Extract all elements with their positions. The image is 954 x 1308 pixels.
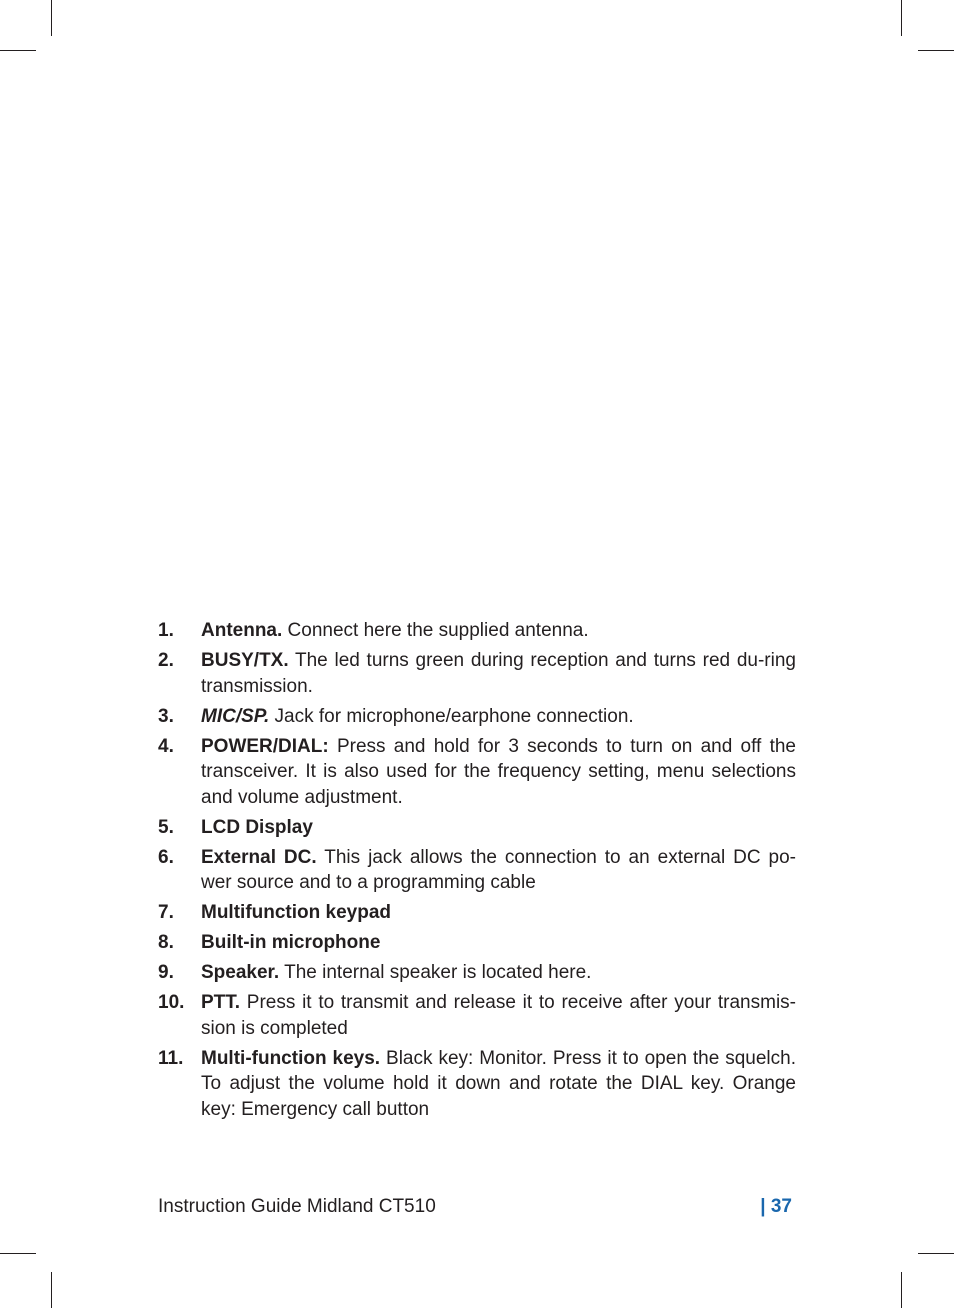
item-number: 5. [158, 816, 174, 838]
item-text: The led turns green during reception and turns red du-ring transmission. [201, 650, 796, 697]
item-lead: Speaker. [201, 962, 280, 983]
crop-mark-bottom-left-vertical [51, 1272, 52, 1308]
item-number: 3. [158, 705, 174, 727]
list-item [158, 1046, 796, 1123]
crop-mark-top-right-horizontal [918, 50, 954, 51]
item-lead: Built-in microphone [201, 932, 381, 953]
crop-mark-top-right-vertical [901, 0, 902, 36]
item-text: Jack for microphone/earphone connection. [269, 705, 634, 727]
list-item [158, 734, 796, 811]
list-item [158, 845, 796, 896]
item-text: Press and hold for 3 seconds to turn on and off the transceiver. It is also used for the frequency setting, menu selections and volume adjustment. [201, 735, 796, 808]
item-number: 9. [158, 962, 174, 983]
crop-mark-top-left-horizontal [0, 50, 36, 51]
list-item [158, 960, 796, 986]
item-lead: POWER/DIAL: [201, 735, 329, 757]
item-text: Connect here the supplied antenna. [282, 620, 589, 641]
footer-title: Instruction Guide Midland CT510 [158, 1196, 436, 1217]
item-lead: BUSY/TX. [201, 650, 289, 671]
crop-mark-bottom-left-horizontal [0, 1253, 36, 1254]
item-number: 4. [158, 735, 174, 757]
page-number: | 37 [760, 1196, 792, 1217]
item-number: 10. [158, 992, 185, 1013]
item-text: The internal speaker is located here. [279, 962, 592, 983]
crop-mark-top-left-vertical [51, 0, 52, 36]
list-item [158, 704, 796, 730]
item-text: This jack allows the connection to an external DC po-wer source and to a programming cable [201, 846, 797, 893]
list-item [158, 930, 796, 956]
list-item [158, 815, 796, 841]
item-number: 8. [158, 932, 174, 953]
item-number: 7. [158, 902, 174, 923]
list-item [158, 900, 796, 926]
item-text: Black key: Monitor. Press it to open the squelch. To adjust the volume hold it down and rotate the DIAL key. Orange key: Emergency call button [201, 1047, 796, 1120]
item-lead: Antenna. [201, 620, 283, 641]
item-text: Press it to transmit and release it to receive after your transmis-sion is completed [201, 992, 796, 1039]
item-number: 11. [158, 1047, 184, 1069]
list-item [158, 618, 796, 644]
item-lead: External DC. [201, 846, 317, 868]
crop-mark-bottom-right-horizontal [918, 1253, 954, 1254]
item-lead: PTT. [201, 992, 241, 1013]
item-lead: Multifunction keypad [201, 902, 391, 923]
item-number: 1. [158, 620, 174, 641]
crop-mark-bottom-right-vertical [901, 1272, 902, 1308]
list-item [158, 648, 796, 699]
item-lead: LCD Display [201, 816, 313, 838]
item-lead: MIC/SP. [201, 705, 270, 727]
item-lead: Multi-function keys. [201, 1047, 381, 1069]
item-number: 2. [158, 650, 174, 671]
list-item [158, 990, 796, 1041]
component-list [158, 618, 796, 1127]
item-number: 6. [158, 846, 174, 868]
